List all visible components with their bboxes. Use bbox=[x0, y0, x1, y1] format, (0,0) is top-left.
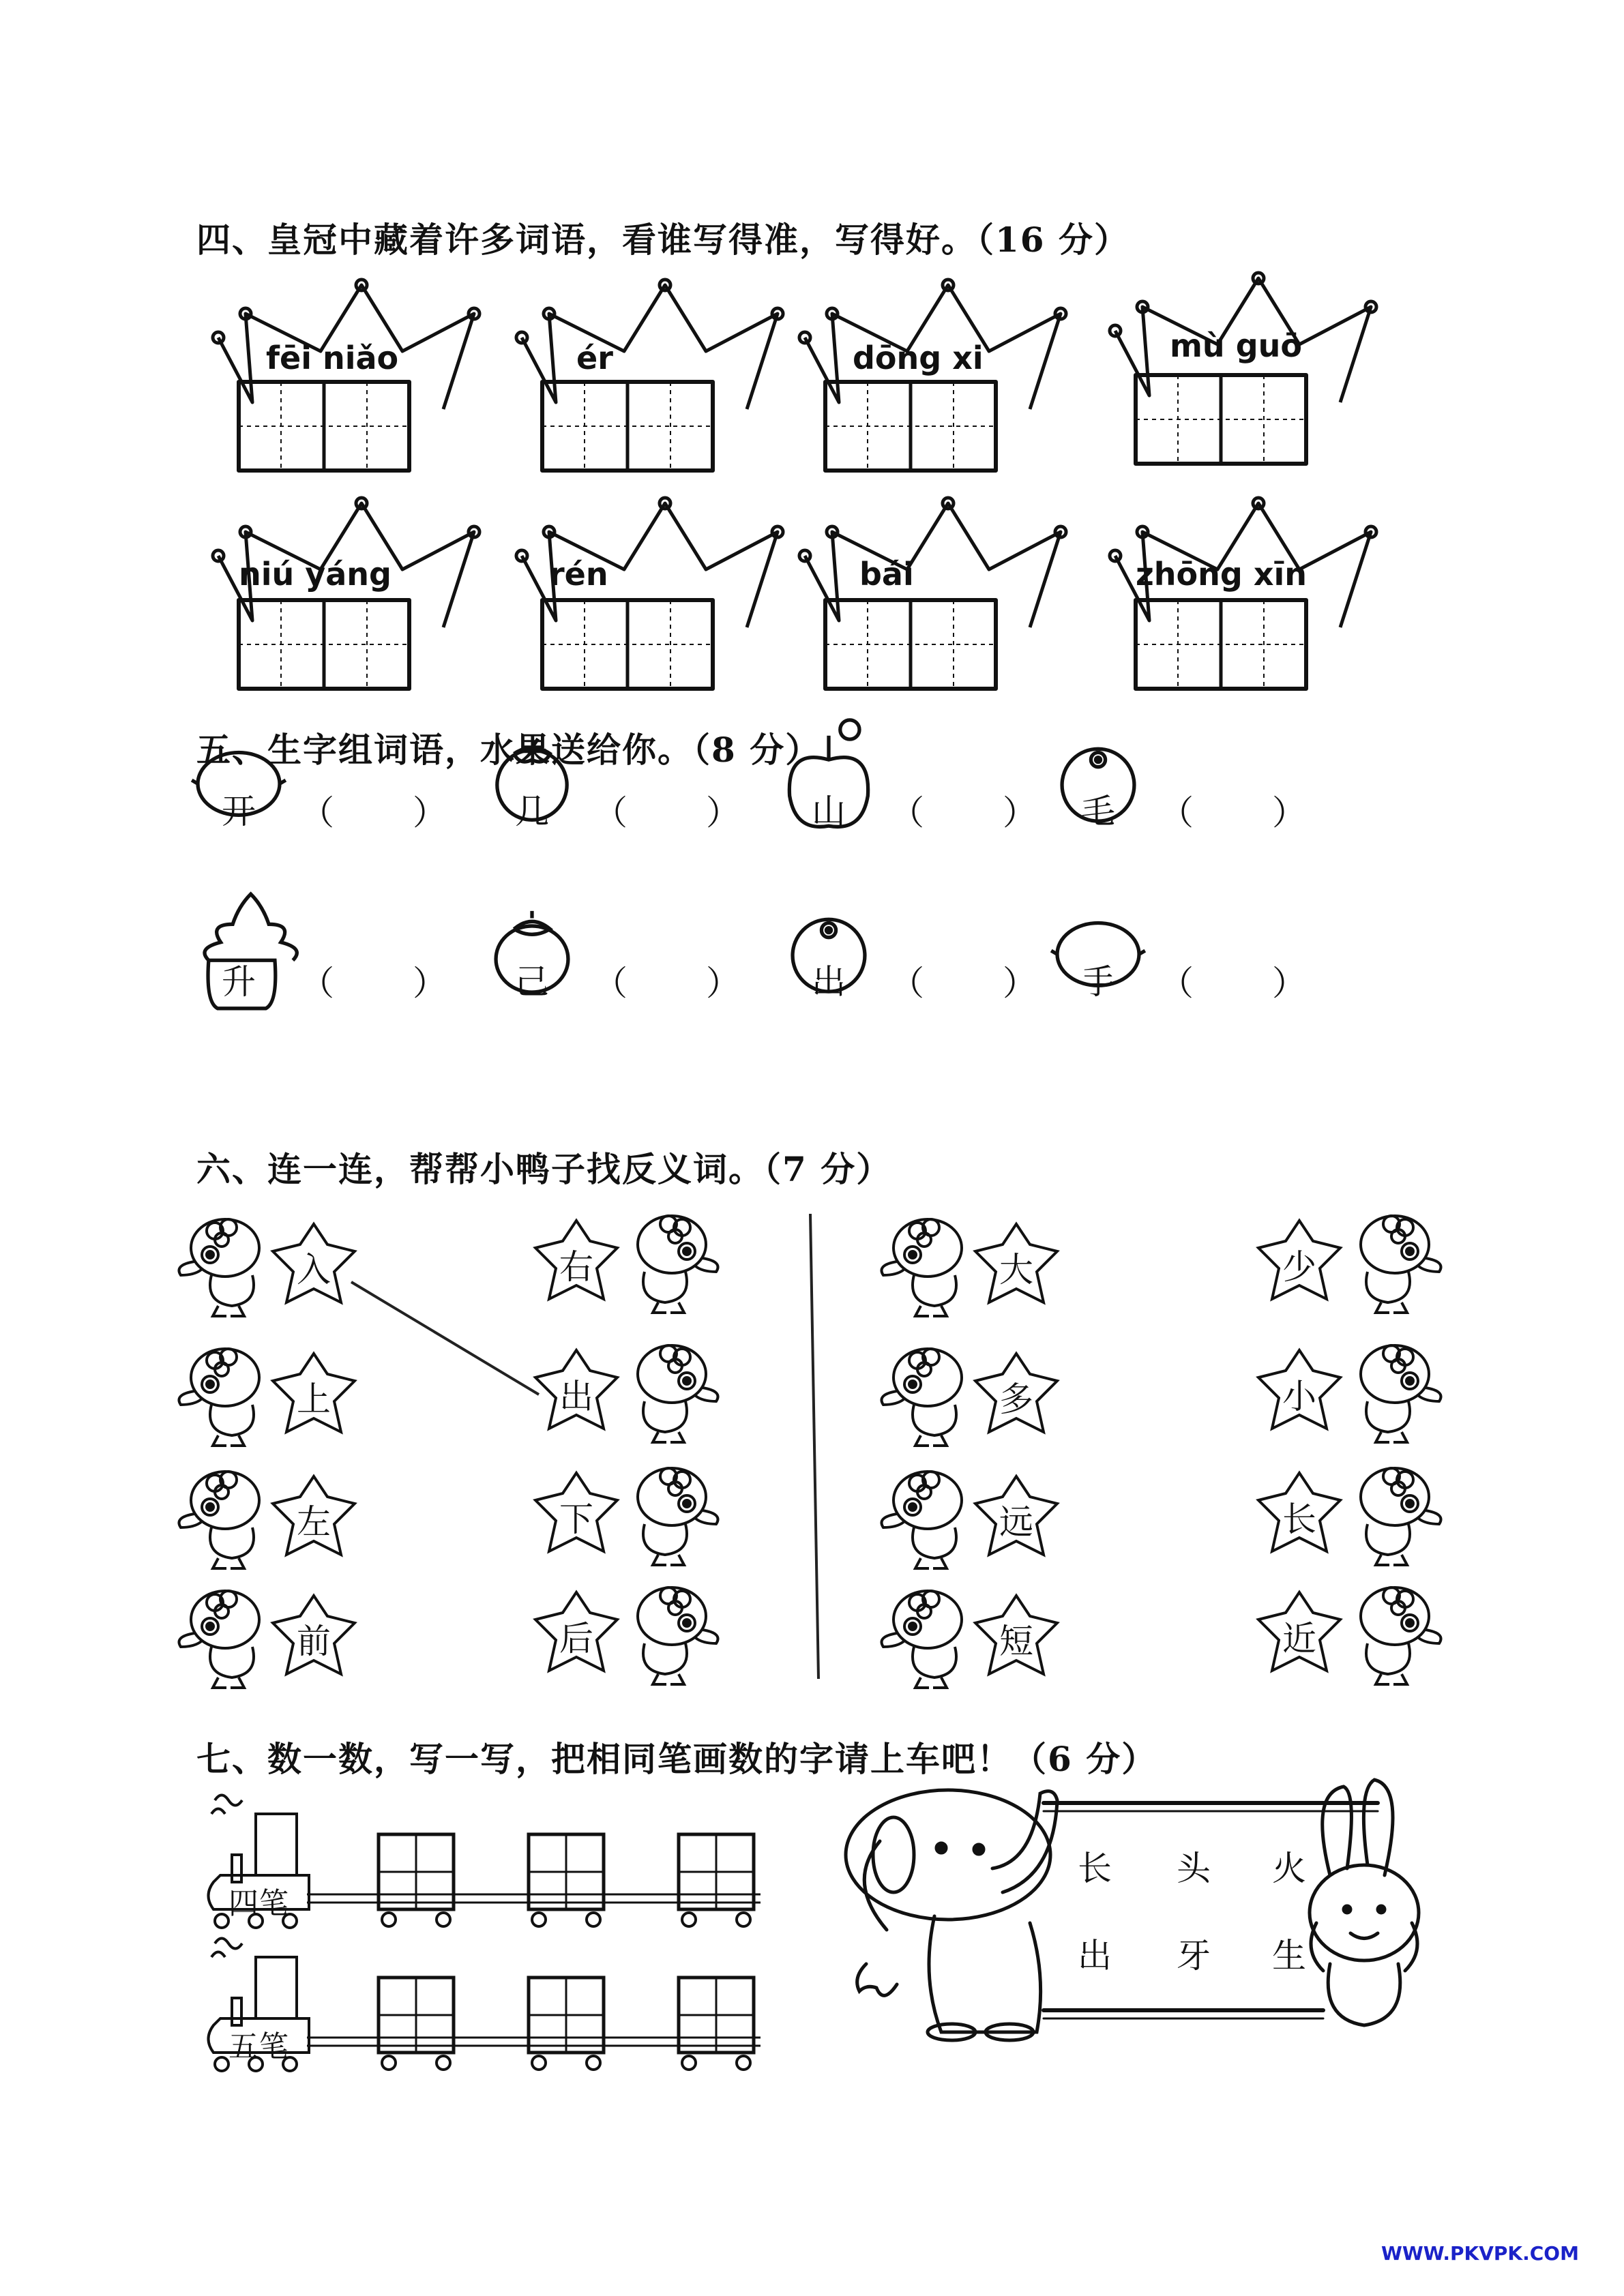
antonym-char: 出 bbox=[559, 1377, 593, 1416]
duck-icon bbox=[880, 1466, 982, 1575]
duck-icon bbox=[177, 1343, 280, 1452]
fruit-char: 手 bbox=[1081, 962, 1115, 1002]
duck-icon bbox=[880, 1214, 982, 1323]
answer-paren-open: （ bbox=[593, 964, 628, 1003]
example-connect-line bbox=[351, 1282, 539, 1395]
answer-paren-close: ） bbox=[413, 964, 447, 1003]
duck-icon bbox=[617, 1340, 720, 1449]
duck-icon bbox=[1340, 1210, 1443, 1320]
crown-pinyin: rén bbox=[549, 556, 608, 593]
answer-paren-open: （ bbox=[1160, 964, 1194, 1003]
answer-paren-open: （ bbox=[1160, 793, 1194, 833]
duck-icon bbox=[177, 1585, 280, 1695]
section6-heading: 六、连一连，帮帮小鸭子找反义词。（7 分） bbox=[196, 1149, 892, 1189]
answer-paren-open: （ bbox=[300, 793, 334, 833]
duck-icon bbox=[880, 1343, 982, 1452]
duck-icon bbox=[880, 1585, 982, 1695]
antonym-char: 左 bbox=[297, 1502, 331, 1542]
fruit-char: 毛 bbox=[1081, 792, 1115, 831]
antonym-char: 少 bbox=[1282, 1247, 1316, 1287]
fruit-char: 升 bbox=[222, 962, 256, 1002]
antonym-char: 多 bbox=[999, 1380, 1033, 1419]
antonym-char: 前 bbox=[297, 1622, 331, 1661]
duck-icon bbox=[1340, 1582, 1443, 1691]
duck-icon bbox=[1340, 1340, 1443, 1449]
elephant-rabbit-sign bbox=[839, 1773, 1453, 2046]
antonym-char: 后 bbox=[559, 1619, 593, 1658]
answer-paren-close: ） bbox=[1272, 964, 1306, 1003]
duck-icon bbox=[617, 1582, 720, 1691]
duck-icon bbox=[617, 1210, 720, 1320]
sign-char[interactable]: 头 bbox=[1177, 1849, 1211, 1888]
answer-paren-open: （ bbox=[890, 793, 924, 833]
answer-paren-close: ） bbox=[1272, 793, 1306, 833]
antonym-char: 下 bbox=[559, 1500, 593, 1539]
sign-char[interactable]: 牙 bbox=[1177, 1936, 1211, 1976]
crown-pinyin: dōng xi bbox=[853, 340, 984, 376]
train-1 bbox=[194, 1787, 761, 1930]
antonym-char: 近 bbox=[1282, 1619, 1316, 1658]
crown-pinyin: mù guō bbox=[1170, 327, 1302, 364]
antonym-char: 远 bbox=[999, 1502, 1033, 1542]
answer-paren-close: ） bbox=[1003, 793, 1037, 833]
answer-paren-open: （ bbox=[593, 793, 628, 833]
train-2 bbox=[194, 1930, 761, 2073]
answer-paren-close: ） bbox=[413, 793, 447, 833]
crown-pinyin: niú yáng bbox=[239, 556, 392, 593]
fruit-char: 几 bbox=[515, 792, 549, 831]
antonym-char: 上 bbox=[297, 1380, 331, 1419]
answer-paren-open: （ bbox=[300, 964, 334, 1003]
crown-pinyin: fēi niǎo bbox=[266, 340, 399, 376]
sign-char[interactable]: 长 bbox=[1078, 1849, 1112, 1888]
sign-char[interactable]: 火 bbox=[1272, 1849, 1306, 1888]
crown-pinyin: bái bbox=[859, 556, 914, 593]
crown-pinyin: ér bbox=[576, 340, 613, 376]
train-label: 五笔 bbox=[228, 2029, 289, 2064]
answer-paren-close: ） bbox=[1003, 964, 1037, 1003]
antonym-char: 短 bbox=[999, 1622, 1033, 1661]
duck-icon bbox=[1340, 1463, 1443, 1572]
fruit-char: 开 bbox=[222, 792, 256, 831]
antonym-char: 长 bbox=[1282, 1500, 1316, 1539]
antonym-char: 大 bbox=[999, 1250, 1033, 1289]
train-label: 四笔 bbox=[228, 1886, 289, 1921]
section5-heading: 五、生字组词语，水果送给你。（8 分） bbox=[196, 730, 821, 770]
duck-icon bbox=[177, 1214, 280, 1323]
sign-char[interactable]: 出 bbox=[1078, 1936, 1112, 1976]
answer-paren-open: （ bbox=[890, 964, 924, 1003]
antonym-char: 小 bbox=[1282, 1377, 1316, 1416]
antonym-char: 右 bbox=[559, 1247, 593, 1287]
duck-icon bbox=[177, 1466, 280, 1575]
fruit-char: 山 bbox=[812, 792, 846, 831]
sign-char[interactable]: 生 bbox=[1272, 1936, 1306, 1976]
fruit-char: 出 bbox=[812, 962, 846, 1002]
section7-heading: 七、数一数，写一写，把相同笔画数的字请上车吧！（6 分） bbox=[196, 1739, 1157, 1779]
answer-paren-close: ） bbox=[706, 964, 740, 1003]
antonym-char: 入 bbox=[297, 1250, 331, 1289]
duck-icon bbox=[617, 1463, 720, 1572]
footer-url: WWW.PKVPK.COM bbox=[1381, 2242, 1579, 2265]
fruit-char: 己 bbox=[515, 962, 549, 1002]
section4-heading: 四、皇冠中藏着许多词语，看谁写得准，写得好。（16 分） bbox=[196, 220, 1130, 260]
answer-paren-close: ） bbox=[706, 793, 740, 833]
crown-pinyin: zhōng xīn bbox=[1136, 556, 1308, 593]
